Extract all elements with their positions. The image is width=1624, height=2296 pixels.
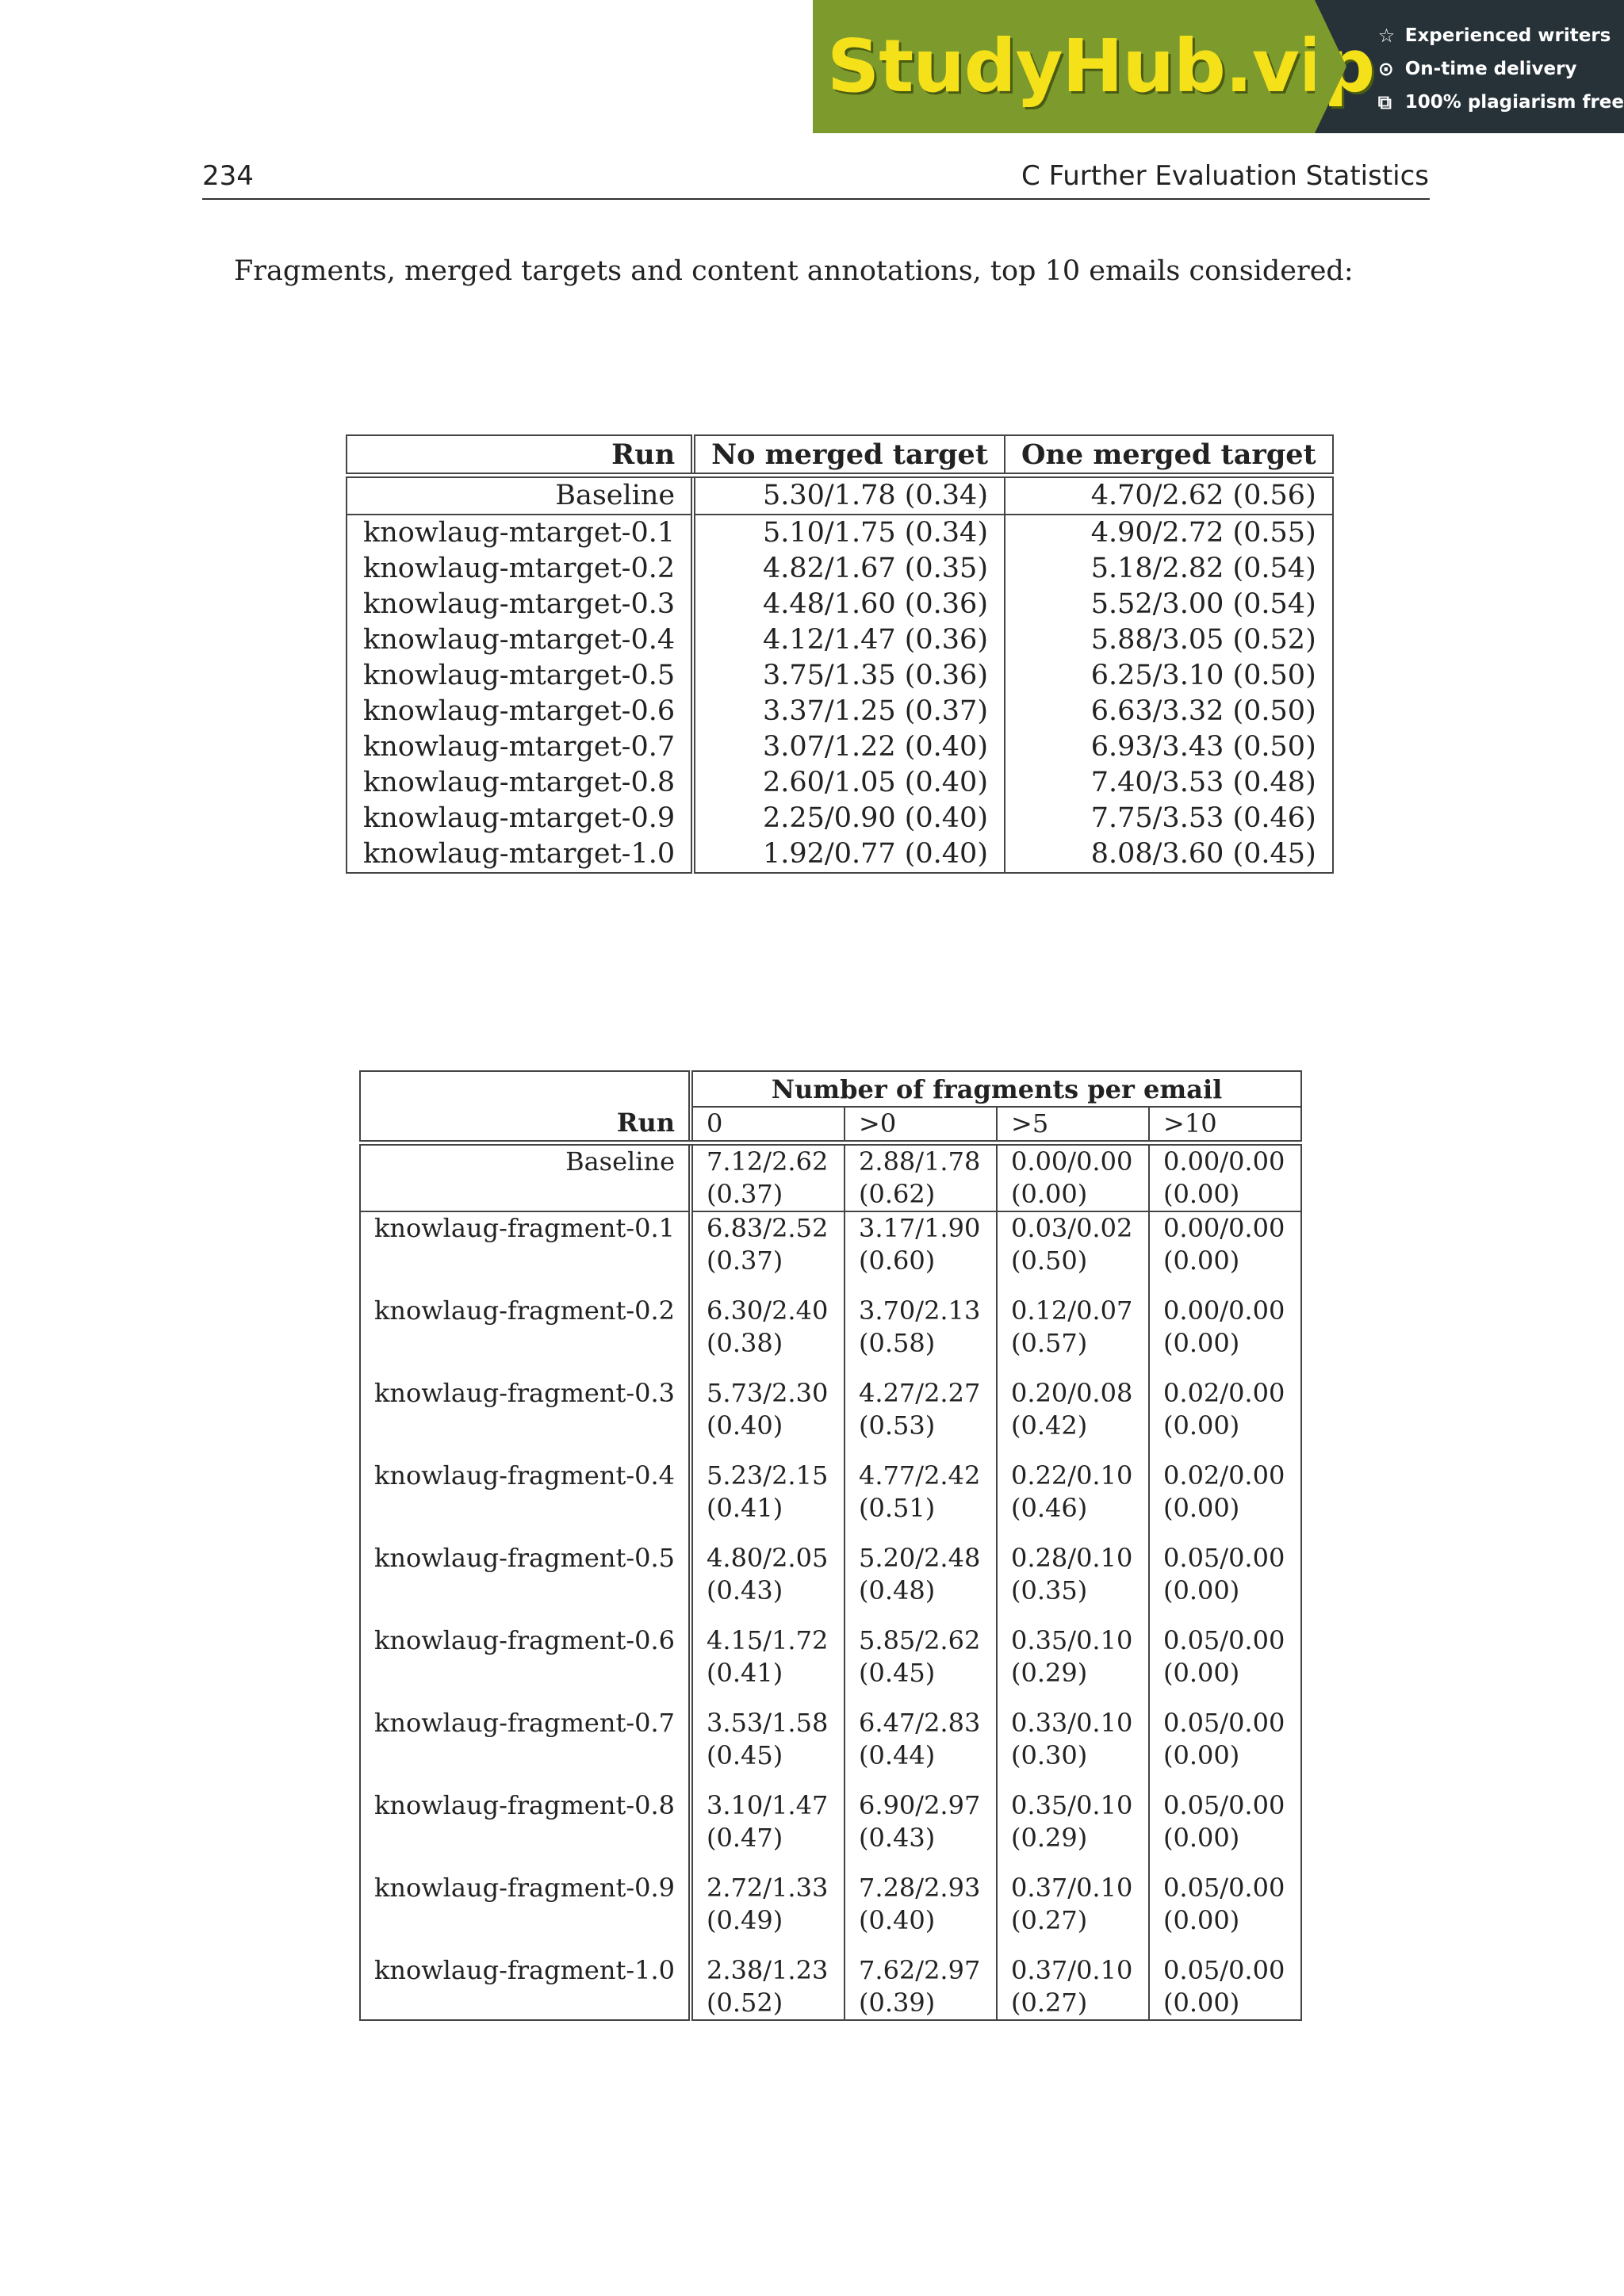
- value-cell: [997, 1460, 1149, 1542]
- column-header: Run: [360, 1107, 691, 1143]
- value-cell: [1149, 1377, 1301, 1460]
- ratio-text: (0.62): [859, 1179, 936, 1209]
- value-text: 0.00/0.00: [1163, 1213, 1285, 1243]
- run-cell: knowlaug-fragment-0.3: [374, 1378, 676, 1408]
- run-cell: knowlaug-mtarget-0.3: [363, 588, 676, 620]
- fragments-table: [359, 1070, 1302, 2021]
- run-cell: knowlaug-fragment-0.4: [374, 1460, 676, 1490]
- value-cell: [691, 1211, 845, 1295]
- value-text: 0.37/0.10: [1011, 1955, 1133, 1985]
- value-text: 0.12/0.07: [1011, 1295, 1133, 1326]
- value-text: 0.00/0.00: [1011, 1146, 1133, 1177]
- run-cell: knowlaug-mtarget-0.9: [363, 802, 676, 834]
- banner-chevron: [1315, 0, 1346, 133]
- value-cell: [997, 1789, 1149, 1872]
- table-row: [360, 1211, 1301, 1295]
- table-row: [360, 1624, 1301, 1707]
- ratio-text: (0.50): [1011, 1246, 1088, 1276]
- value-cell: [1149, 1211, 1301, 1295]
- value-text: 7.12/2.62: [707, 1146, 829, 1177]
- one-merged-cell: 4.90/2.72 (0.55): [1005, 515, 1333, 551]
- column-header: >10: [1149, 1107, 1301, 1143]
- feature-text: 100% plagiarism free: [1404, 92, 1624, 113]
- ratio-text: (0.30): [1011, 1740, 1088, 1770]
- column-header: >0: [845, 1107, 997, 1143]
- value-cell: [845, 1789, 997, 1872]
- table-row: [347, 694, 1333, 729]
- value-cell: [845, 1954, 997, 2020]
- ratio-text: (0.48): [859, 1575, 936, 1605]
- value-text: 0.00/0.00: [1163, 1295, 1285, 1326]
- ratio-text: (0.53): [859, 1410, 936, 1441]
- no-merged-cell: 4.48/1.60 (0.36): [693, 587, 1005, 622]
- value-text: 2.38/1.23: [707, 1955, 829, 1985]
- run-cell: knowlaug-mtarget-0.2: [363, 553, 676, 584]
- table-row: [360, 1707, 1301, 1789]
- value-text: 5.23/2.15: [707, 1460, 829, 1490]
- ratio-text: (0.45): [707, 1740, 783, 1770]
- value-cell: [1149, 1143, 1301, 1212]
- ratio-text: (0.00): [1163, 1823, 1240, 1853]
- no-merged-cell: 5.30/1.78 (0.34): [693, 476, 1005, 515]
- value-text: 6.90/2.97: [859, 1790, 981, 1820]
- no-merged-cell: 3.07/1.22 (0.40): [693, 729, 1005, 765]
- value-text: 0.05/0.00: [1163, 1708, 1285, 1738]
- ratio-text: (0.41): [707, 1493, 783, 1523]
- value-text: 3.17/1.90: [859, 1213, 981, 1243]
- ratio-text: (0.46): [1011, 1493, 1088, 1523]
- value-cell: [691, 1143, 845, 1212]
- ratio-text: (0.27): [1011, 1988, 1088, 2018]
- run-cell: knowlaug-fragment-0.6: [374, 1625, 676, 1655]
- table-row: [360, 1872, 1301, 1954]
- value-text: 0.05/0.00: [1163, 1790, 1285, 1820]
- value-cell: [997, 1707, 1149, 1789]
- ratio-text: (0.00): [1163, 1905, 1240, 1935]
- value-text: 0.35/0.10: [1011, 1625, 1133, 1655]
- ratio-text: (0.43): [707, 1575, 783, 1605]
- table-row: [347, 765, 1333, 801]
- value-text: 0.05/0.00: [1163, 1625, 1285, 1655]
- value-text: 4.27/2.27: [859, 1378, 981, 1408]
- table-row: [360, 1789, 1301, 1872]
- table-row: [347, 729, 1333, 765]
- column-header: >5: [997, 1107, 1149, 1143]
- value-text: 0.20/0.08: [1011, 1378, 1133, 1408]
- ratio-text: (0.00): [1163, 1328, 1240, 1358]
- value-text: 0.05/0.00: [1163, 1955, 1285, 1985]
- one-merged-cell: 6.93/3.43 (0.50): [1005, 729, 1333, 765]
- run-cell: knowlaug-mtarget-0.4: [363, 624, 676, 656]
- column-header: One merged target: [1005, 435, 1333, 476]
- value-text: 7.28/2.93: [859, 1873, 981, 1903]
- value-cell: [845, 1542, 997, 1624]
- ratio-text: (0.38): [707, 1328, 783, 1358]
- table-row: [360, 1954, 1301, 2020]
- value-text: 5.85/2.62: [859, 1625, 981, 1655]
- value-text: 0.33/0.10: [1011, 1708, 1133, 1738]
- value-cell: [845, 1143, 997, 1212]
- ratio-text: (0.43): [859, 1823, 936, 1853]
- one-merged-cell: 5.18/2.82 (0.54): [1005, 551, 1333, 587]
- value-text: 0.02/0.00: [1163, 1460, 1285, 1490]
- logo-text: StudyHub.vip: [827, 24, 1375, 109]
- ratio-text: (0.00): [1163, 1179, 1240, 1209]
- ratio-text: (0.39): [859, 1988, 936, 2018]
- value-text: 0.03/0.02: [1011, 1213, 1133, 1243]
- column-header: No merged target: [693, 435, 1005, 476]
- run-cell: Baseline: [360, 1143, 691, 1212]
- value-cell: [997, 1143, 1149, 1212]
- value-cell: [997, 1954, 1149, 2020]
- value-cell: [997, 1872, 1149, 1954]
- value-text: 0.05/0.00: [1163, 1543, 1285, 1573]
- value-cell: [1149, 1460, 1301, 1542]
- one-merged-cell: 8.08/3.60 (0.45): [1005, 836, 1333, 873]
- group-header: Number of fragments per email: [691, 1071, 1301, 1107]
- group-spacer: [360, 1071, 691, 1107]
- ratio-text: (0.29): [1011, 1658, 1088, 1688]
- table-row: [347, 836, 1333, 873]
- ratio-text: (0.47): [707, 1823, 783, 1853]
- one-merged-cell: 5.52/3.00 (0.54): [1005, 587, 1333, 622]
- run-cell: knowlaug-mtarget-0.6: [363, 695, 676, 727]
- value-cell: [1149, 1624, 1301, 1707]
- value-cell: [845, 1211, 997, 1295]
- feature-text: On-time delivery: [1404, 59, 1577, 79]
- value-text: 7.62/2.97: [859, 1955, 981, 1985]
- ratio-text: (0.49): [707, 1905, 783, 1935]
- one-merged-cell: 5.88/3.05 (0.52): [1005, 622, 1333, 658]
- table-row: [360, 1542, 1301, 1624]
- feature-text: Experienced writers: [1404, 25, 1611, 46]
- group-header-row: [360, 1071, 1301, 1107]
- value-text: 5.73/2.30: [707, 1378, 829, 1408]
- run-cell: knowlaug-mtarget-0.1: [363, 517, 676, 549]
- ratio-text: (0.00): [1163, 1246, 1240, 1276]
- ratio-text: (0.00): [1163, 1988, 1240, 2018]
- table-row: [360, 1460, 1301, 1542]
- run-cell: knowlaug-mtarget-0.7: [363, 731, 676, 763]
- value-text: 0.28/0.10: [1011, 1543, 1133, 1573]
- value-cell: [1149, 1872, 1301, 1954]
- value-cell: [845, 1707, 997, 1789]
- ratio-text: (0.58): [859, 1328, 936, 1358]
- no-merged-cell: 3.37/1.25 (0.37): [693, 694, 1005, 729]
- value-text: 6.83/2.52: [707, 1213, 829, 1243]
- value-cell: [845, 1295, 997, 1377]
- ratio-text: (0.37): [707, 1246, 783, 1276]
- ad-banner[interactable]: [813, 0, 1624, 133]
- ratio-text: (0.00): [1163, 1493, 1240, 1523]
- value-cell: [845, 1872, 997, 1954]
- table-row: [360, 1143, 1301, 1212]
- table-row: [360, 1295, 1301, 1377]
- ratio-text: (0.41): [707, 1658, 783, 1688]
- run-cell: knowlaug-mtarget-0.5: [363, 660, 676, 691]
- run-cell: knowlaug-fragment-0.1: [374, 1213, 676, 1243]
- value-cell: [1149, 1295, 1301, 1377]
- one-merged-cell: 6.25/3.10 (0.50): [1005, 658, 1333, 694]
- ratio-text: (0.27): [1011, 1905, 1088, 1935]
- run-cell: knowlaug-fragment-0.7: [374, 1708, 676, 1738]
- value-cell: [997, 1542, 1149, 1624]
- table-row: [347, 658, 1333, 694]
- run-cell: knowlaug-fragment-0.2: [374, 1295, 676, 1326]
- column-header: 0: [691, 1107, 845, 1143]
- feature-item: [1378, 19, 1624, 52]
- value-text: 0.05/0.00: [1163, 1873, 1285, 1903]
- one-merged-cell: 4.70/2.62 (0.56): [1005, 476, 1333, 515]
- clock-icon: ⊙: [1377, 58, 1394, 80]
- value-cell: [691, 1295, 845, 1377]
- value-text: 6.30/2.40: [707, 1295, 829, 1326]
- ratio-text: (0.00): [1011, 1179, 1088, 1209]
- value-cell: [845, 1377, 997, 1460]
- value-text: 2.72/1.33: [707, 1873, 829, 1903]
- table-row: [347, 622, 1333, 658]
- table-row: [347, 801, 1333, 836]
- star-icon: ☆: [1377, 25, 1396, 47]
- value-cell: [997, 1624, 1149, 1707]
- value-cell: [1149, 1789, 1301, 1872]
- ratio-text: (0.40): [859, 1905, 936, 1935]
- value-text: 4.77/2.42: [859, 1460, 981, 1490]
- ratio-text: (0.51): [859, 1493, 936, 1523]
- feature-item: [1378, 86, 1624, 119]
- one-merged-cell: 7.40/3.53 (0.48): [1005, 765, 1333, 801]
- run-cell: knowlaug-mtarget-1.0: [363, 838, 676, 870]
- feature-item: [1378, 52, 1624, 86]
- ratio-text: (0.42): [1011, 1410, 1088, 1441]
- value-cell: [1149, 1707, 1301, 1789]
- run-cell: knowlaug-fragment-0.9: [374, 1873, 676, 1903]
- table-row: [347, 551, 1333, 587]
- no-merged-cell: 3.75/1.35 (0.36): [693, 658, 1005, 694]
- header-rule: [202, 198, 1430, 200]
- value-cell: [691, 1542, 845, 1624]
- value-text: 3.10/1.47: [707, 1790, 829, 1820]
- no-merged-cell: 4.82/1.67 (0.35): [693, 551, 1005, 587]
- ratio-text: (0.00): [1163, 1658, 1240, 1688]
- no-merged-cell: 1.92/0.77 (0.40): [693, 836, 1005, 873]
- table-row: [347, 515, 1333, 551]
- value-cell: [691, 1460, 845, 1542]
- no-merged-cell: 5.10/1.75 (0.34): [693, 515, 1005, 551]
- value-text: 3.70/2.13: [859, 1295, 981, 1326]
- value-cell: [997, 1377, 1149, 1460]
- value-cell: [691, 1377, 845, 1460]
- value-cell: [691, 1872, 845, 1954]
- value-cell: [997, 1295, 1149, 1377]
- table-row: [347, 476, 1333, 515]
- value-cell: [691, 1789, 845, 1872]
- column-header: Run: [347, 435, 693, 476]
- value-text: 0.02/0.00: [1163, 1378, 1285, 1408]
- ratio-text: (0.29): [1011, 1823, 1088, 1853]
- value-text: 4.80/2.05: [707, 1543, 829, 1573]
- value-text: 0.22/0.10: [1011, 1460, 1133, 1490]
- value-text: 5.20/2.48: [859, 1543, 981, 1573]
- run-cell: knowlaug-fragment-0.8: [374, 1790, 676, 1820]
- no-merged-cell: 2.60/1.05 (0.40): [693, 765, 1005, 801]
- run-cell: knowlaug-fragment-0.5: [374, 1543, 676, 1573]
- table-header-row: [347, 435, 1333, 476]
- table-row: [360, 1377, 1301, 1460]
- value-cell: [997, 1211, 1149, 1295]
- running-title: C Further Evaluation Statistics: [1021, 160, 1429, 192]
- one-merged-cell: 6.63/3.32 (0.50): [1005, 694, 1333, 729]
- no-merged-cell: 4.12/1.47 (0.36): [693, 622, 1005, 658]
- ratio-text: (0.44): [859, 1740, 936, 1770]
- value-cell: [845, 1624, 997, 1707]
- value-cell: [1149, 1954, 1301, 2020]
- banner-logo[interactable]: [813, 0, 1375, 133]
- copy-icon: ⧉: [1377, 91, 1392, 113]
- ratio-text: (0.45): [859, 1658, 936, 1688]
- value-cell: [845, 1460, 997, 1542]
- one-merged-cell: 7.75/3.53 (0.46): [1005, 801, 1333, 836]
- table-row: [347, 587, 1333, 622]
- page-number: 234: [202, 160, 254, 192]
- value-text: 0.35/0.10: [1011, 1790, 1133, 1820]
- value-text: 2.88/1.78: [859, 1146, 981, 1177]
- value-text: 6.47/2.83: [859, 1708, 981, 1738]
- ratio-text: (0.40): [707, 1410, 783, 1441]
- value-cell: [1149, 1542, 1301, 1624]
- value-text: 4.15/1.72: [707, 1625, 829, 1655]
- merged-target-table: [346, 434, 1334, 874]
- value-cell: [691, 1707, 845, 1789]
- ratio-text: (0.35): [1011, 1575, 1088, 1605]
- ratio-text: (0.52): [707, 1988, 783, 2018]
- value-text: 0.37/0.10: [1011, 1873, 1133, 1903]
- ratio-text: (0.60): [859, 1246, 936, 1276]
- ratio-text: (0.00): [1163, 1410, 1240, 1441]
- value-cell: [691, 1624, 845, 1707]
- run-cell: Baseline: [347, 476, 693, 515]
- run-cell: knowlaug-fragment-1.0: [374, 1955, 676, 1985]
- intro-paragraph: Fragments, merged targets and content annotations, top 10 emails considered:: [234, 255, 1354, 287]
- value-text: 0.00/0.00: [1163, 1146, 1285, 1177]
- ratio-text: (0.57): [1011, 1328, 1088, 1358]
- value-cell: [691, 1954, 845, 2020]
- no-merged-cell: 2.25/0.90 (0.40): [693, 801, 1005, 836]
- ratio-text: (0.37): [707, 1179, 783, 1209]
- ratio-text: (0.00): [1163, 1740, 1240, 1770]
- value-text: 3.53/1.58: [707, 1708, 829, 1738]
- table-header-row: [360, 1107, 1301, 1143]
- run-cell: knowlaug-mtarget-0.8: [363, 767, 676, 798]
- ratio-text: (0.00): [1163, 1575, 1240, 1605]
